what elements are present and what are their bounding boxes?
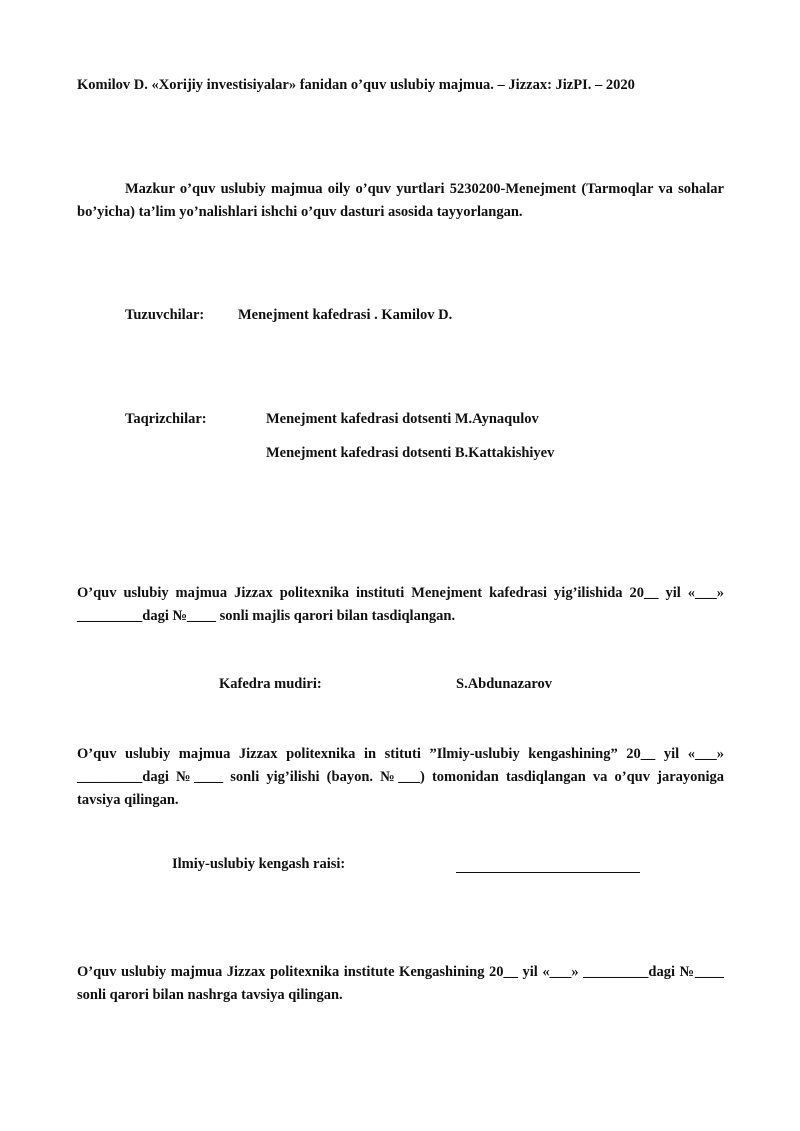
council-chair-label: Ilmiy-uslubiy kengash raisi: (172, 856, 346, 872)
department-approval-paragraph: O’quv uslubiy majmua Jizzax politexnika instituti Menejment kafedrasi yig’ilishida 20__ yil «___» _________dagi №____ sonli majlis qarori bilan tasdiqlangan. (77, 585, 724, 624)
header-citation: Komilov D. «Xorijiy investisiyalar» fanidan o’quv uslubiy majmua. – Jizzax: JizPI. – 2020 (77, 77, 635, 93)
intro-paragraph: Mazkur o’quv uslubiy majmua oily o’quv yurtlari 5230200-Menejment (Tarmoqlar va sohalar bo’yicha) ta’lim yo’nalishlari ishchi o’quv dasturi asosida tayyorlangan. (77, 181, 724, 220)
reviewer-item: Menejment kafedrasi dotsenti M.Aynaqulov (266, 411, 539, 427)
publication-recommendation-paragraph: O’quv uslubiy majmua Jizzax politexnika institute Kengashining 20__ yil «___» _________dagi №____ sonli qarori bilan nashrga tavsiya qilingan. (77, 964, 724, 1003)
compilers-label: Tuzuvchilar: (125, 307, 205, 323)
reviewers-label: Taqrizchilar: (125, 411, 207, 427)
signature-line (456, 872, 640, 873)
council-approval-paragraph: O’quv uslubiy majmua Jizzax politexnika in stituti ”Ilmiy-uslubiy kengashining” 20__ yil «___» _________dagi №____ sonli yig’ilishi (bayon. №___) tomonidan tasdiqlangan va o’quv jarayoniga tavsiya qilingan. (77, 746, 724, 808)
department-head-name: S.Abdunazarov (456, 676, 553, 692)
reviewer-item: Menejment kafedrasi dotsenti B.Kattakishiyev (266, 445, 555, 461)
department-head-label: Kafedra mudiri: (219, 676, 322, 692)
compilers-value: Menejment kafedrasi . Kamilov D. (238, 307, 453, 323)
